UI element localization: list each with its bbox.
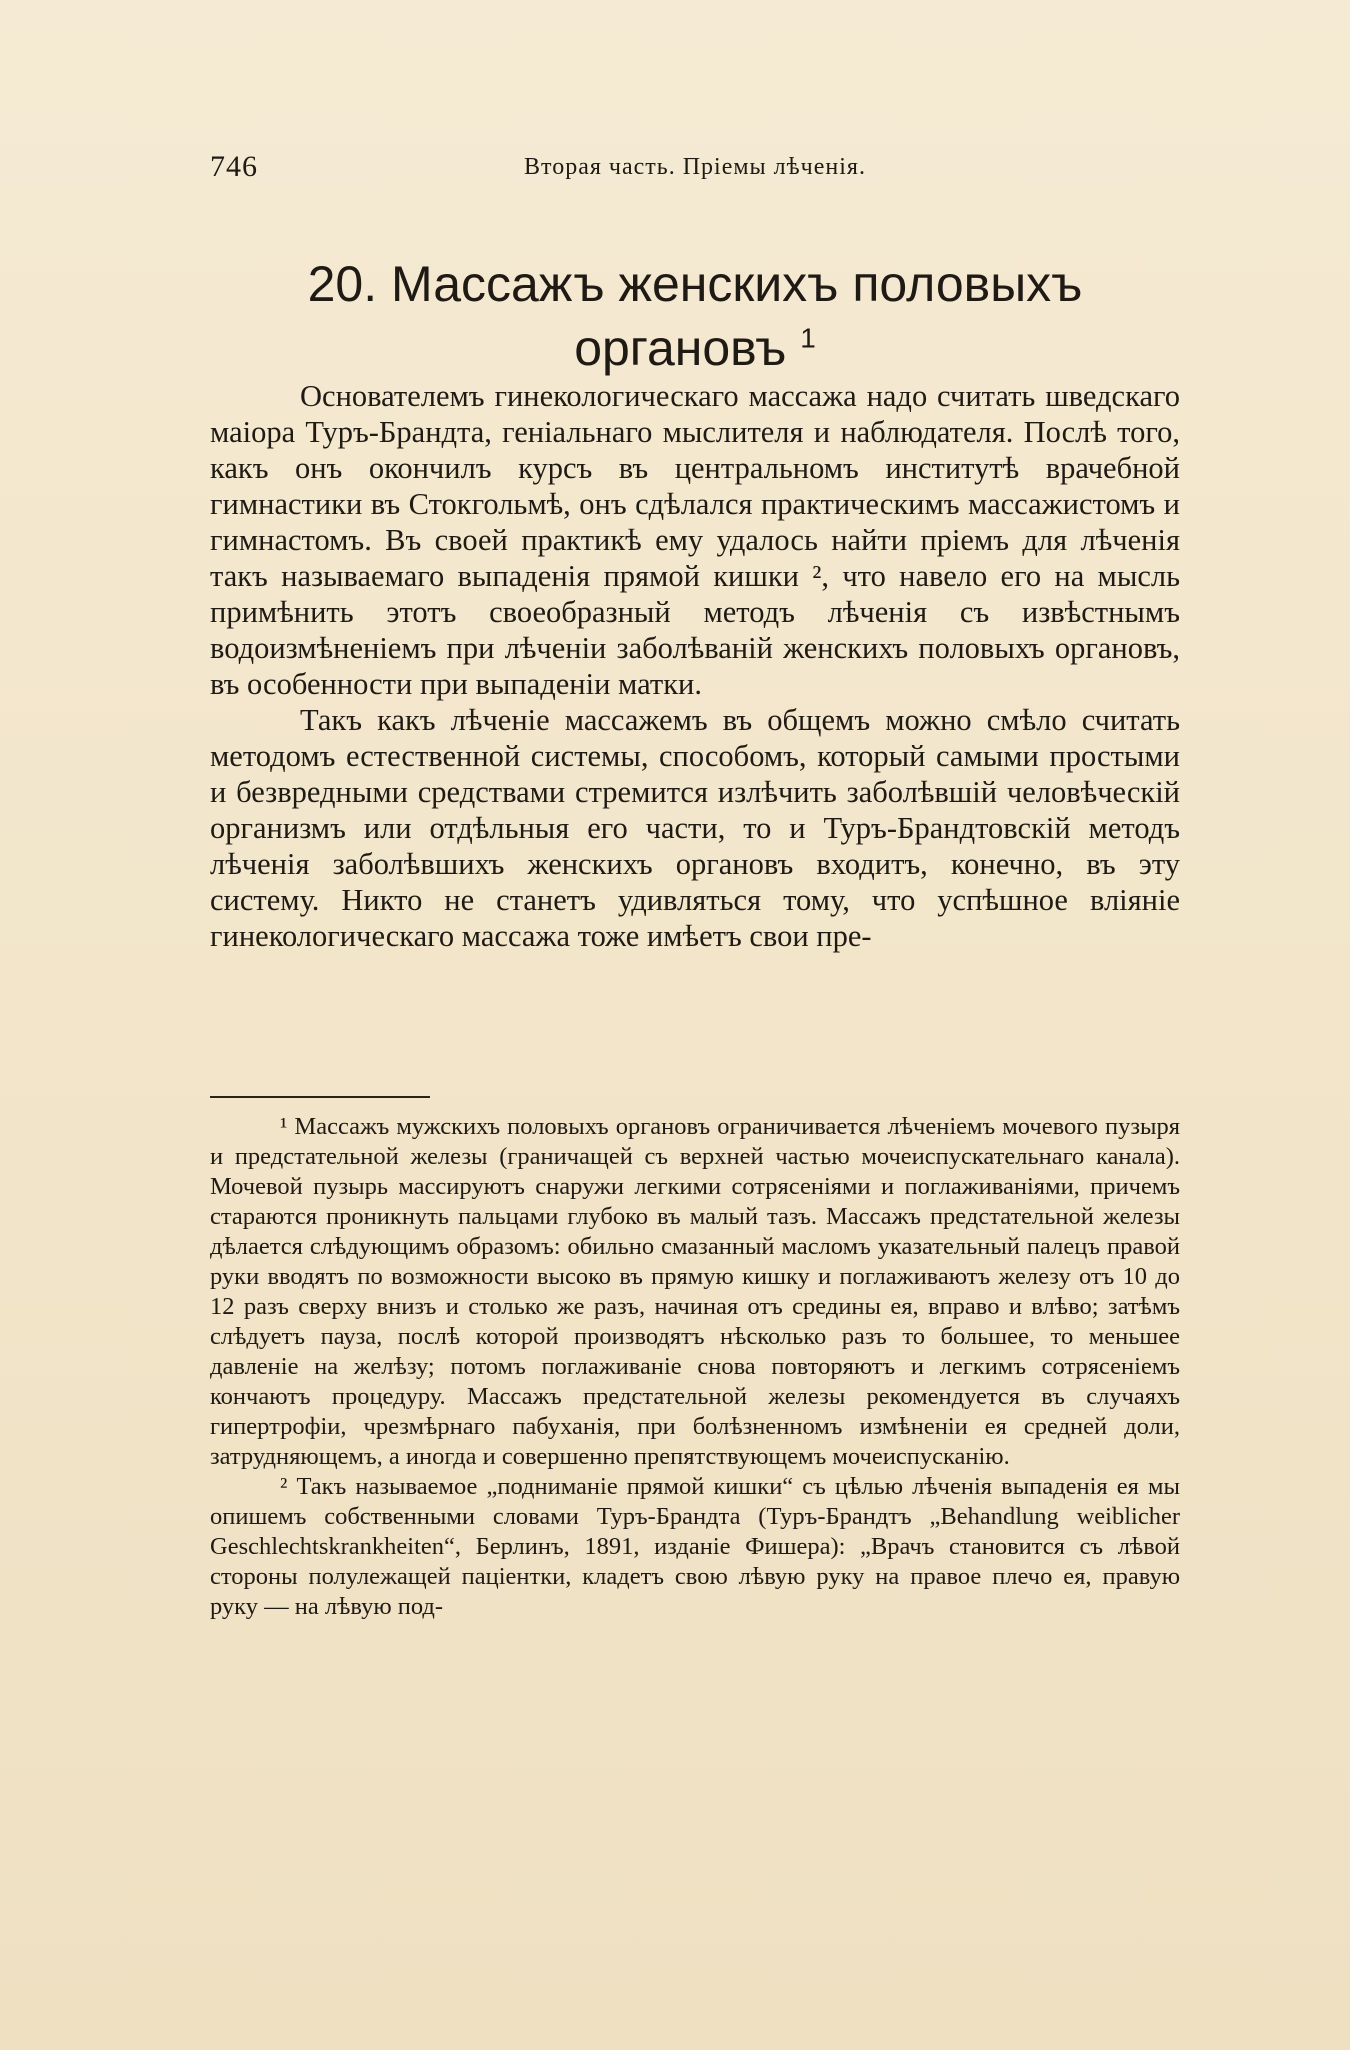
footnote-separator: [210, 1096, 430, 1098]
page-header: [210, 150, 1180, 190]
page-number: 746: [210, 150, 258, 183]
footnotes: [210, 1112, 1180, 1622]
section-title-text: 20. Массажъ женскихъ половыхъ органовъ: [307, 256, 1083, 376]
footnote-1: ¹ Массажъ мужскихъ половыхъ органовъ ограничивается лѣченіемъ мочевого пузыря и предстательной железы (граничащей съ верхней частью мочеиспускательнаго канала). Мочевой пузырь массируютъ снаружи легкими сотрясеніями и поглаживаніями, причемъ стараются проникнуть пальцами глубоко въ малый тазъ. Массажъ предстательной железы дѣлается слѣдующимъ образомъ: обильно смазанный масломъ указательный палецъ правой руки вводятъ по возможности высоко въ прямую кишку и поглаживаютъ железу отъ 10 до 12 разъ сверху внизъ и столько же разъ, начиная отъ средины ея, вправо и влѣво; затѣмъ слѣдуетъ пауза, послѣ которой производятъ нѣсколько разъ то большее, то меньшее давленіе на желѣзу; потомъ поглаживаніе снова повторяютъ и легкимъ сотрясеніемъ кончаютъ процедуру. Массажъ предстательной железы рекомендуется въ случаяхъ гипертрофіи, чрезмѣрнаго пабуханія, при болѣзненномъ измѣненіи ея средней доли, затрудняющемъ, а иногда и совершенно препятствующемъ мочеиспусканію.: [210, 1113, 1180, 1470]
main-text: [210, 378, 1180, 954]
footnote-2: ² Такъ называемое „подниманіе прямой кишки“ съ цѣлью лѣченія выпаденія ея мы опишемъ собственными словами Туръ-Брандта (Туръ-Брандтъ „Behandlung weiblicher Geschlechtskrankheiten“, Берлинъ, 1891, изданіе Фишера): „Врачъ становится съ лѣвой стороны полулежащей паціентки, кладетъ свою лѣвую руку на правое плечо ея, правую руку — на лѣвую под-: [210, 1473, 1180, 1620]
section-title: [210, 252, 1180, 380]
paragraph-2: Такъ какъ лѣченіе массажемъ въ общемъ можно смѣло считать методомъ естественной системы, способомъ, который самыми простыми и безвредными средствами стремится излѣчить заболѣвшій человѣческій организмъ или отдѣльныя его части, то и Туръ-Брандтовскій методъ лѣченія заболѣвшихъ женскихъ органовъ входитъ, конечно, въ эту систему. Никто не станетъ удивляться тому, что успѣшное вліяніе гинекологическаго массажа тоже имѣетъ свои пре-: [210, 703, 1180, 953]
running-title: Вторая часть. Пріемы лѣченія.: [524, 154, 866, 180]
footnote-reference: 1: [800, 322, 816, 354]
paragraph-1: Основателемъ гинекологическаго массажа надо считать шведскаго маіора Туръ-Брандта, геніальнаго мыслителя и наблюдателя. Послѣ того, какъ онъ окончилъ курсъ въ центральномъ институтѣ врачебной гимнастики въ Стокгольмѣ, онъ сдѣлался практическимъ массажистомъ и гимнастомъ. Въ своей практикѣ ему удалось найти пріемъ для лѣченія такъ называемаго выпаденія прямой кишки ², что навело его на мысль примѣнить этотъ своеобразный методъ лѣченія съ извѣстнымъ водоизмѣненіемъ при лѣченіи заболѣваній женскихъ половыхъ органовъ, въ особенности при выпаденіи матки.: [210, 379, 1180, 701]
